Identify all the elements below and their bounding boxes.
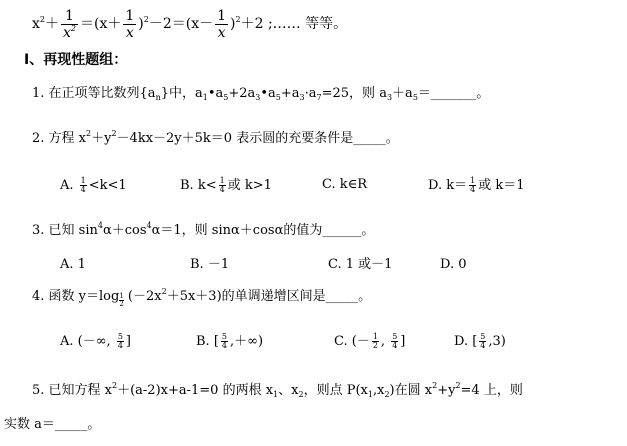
- fraction-1-over-x2: $\frac{1}{x^2}$: [63, 7, 76, 41]
- q4-option-c[interactable]: C. (－ $\frac{1}{2}$ , $\frac{5}{4}$ ]: [334, 332, 406, 350]
- fraction-1-over-x-b: $\frac{1}{x}$: [217, 7, 227, 41]
- question-1: 1. 在正项等比数列$\{a_n\}$中，$a_1•a_5+2a_3•a_5+a_3\cdot a_7=25$，则 $a_3+a_5=\_\_\_\_\_\_\_$。: [32, 86, 490, 102]
- question-4: 4. 函数 y＝log $\frac{1}{2}$ $(-2x^2+5x+3)$的单调递增区间是_____。: [32, 287, 372, 308]
- q3-option-c[interactable]: C. 1 或－1: [328, 257, 393, 272]
- intro-x: x: [32, 16, 40, 32]
- fraction-1-over-x-a: $\frac{1}{x}$: [125, 7, 135, 41]
- q4-option-d[interactable]: D. [ $\frac{5}{4}$ ,3): [454, 332, 506, 350]
- q4-option-a[interactable]: A. (－∞, $\frac{5}{4}$ ]: [60, 332, 131, 350]
- q4-option-b[interactable]: B. [ $\frac{5}{4}$ ,＋∞): [196, 332, 264, 350]
- log-base-half: $\frac{1}{2}$: [119, 292, 124, 308]
- section-title: Ⅰ、再现性题组：: [24, 52, 128, 68]
- question-3: 3. 已知 $\sin^4\alpha+\cos^4\alpha=1$，则 sinα＋cosα的值为______。: [32, 221, 375, 238]
- question-5-line-2: 实数 a＝_____。: [4, 417, 101, 432]
- q3-option-a[interactable]: A. 1: [60, 257, 86, 272]
- q3-option-d[interactable]: D. 0: [440, 257, 467, 272]
- q3-option-b[interactable]: B. －1: [190, 257, 230, 272]
- q2-option-a[interactable]: A. $\frac{1}{4}$ <k<1: [60, 176, 127, 194]
- q2-option-c[interactable]: C. k∈R: [322, 177, 368, 192]
- q2-option-d[interactable]: D. k＝ $\frac{1}{4}$ 或 k＝1: [428, 176, 525, 194]
- question-5: 5. 已知方程 $x^2+(a-2)x+a-1=0$ 的两根 $x_1$、$x_2$，则点 $P(x_1,x_2)$在圆 $x^2+y^2=4$ 上，则: [32, 381, 523, 399]
- intro-line: $x^2+$ $\frac{1}{x^2}$ ＝(x＋ $\frac{1}{x}$ )$^2$－2＝(x－ $\frac{1}{x}$ )$^2$＋2 ;…… 等等。: [32, 7, 348, 41]
- question-2: 2. 方程 $x^2+y^2-4kx-2y+5k=0$ 表示圆的充要条件是_____。: [32, 129, 399, 146]
- q2-option-b[interactable]: B. k< $\frac{1}{4}$ 或 k>1: [180, 176, 272, 194]
